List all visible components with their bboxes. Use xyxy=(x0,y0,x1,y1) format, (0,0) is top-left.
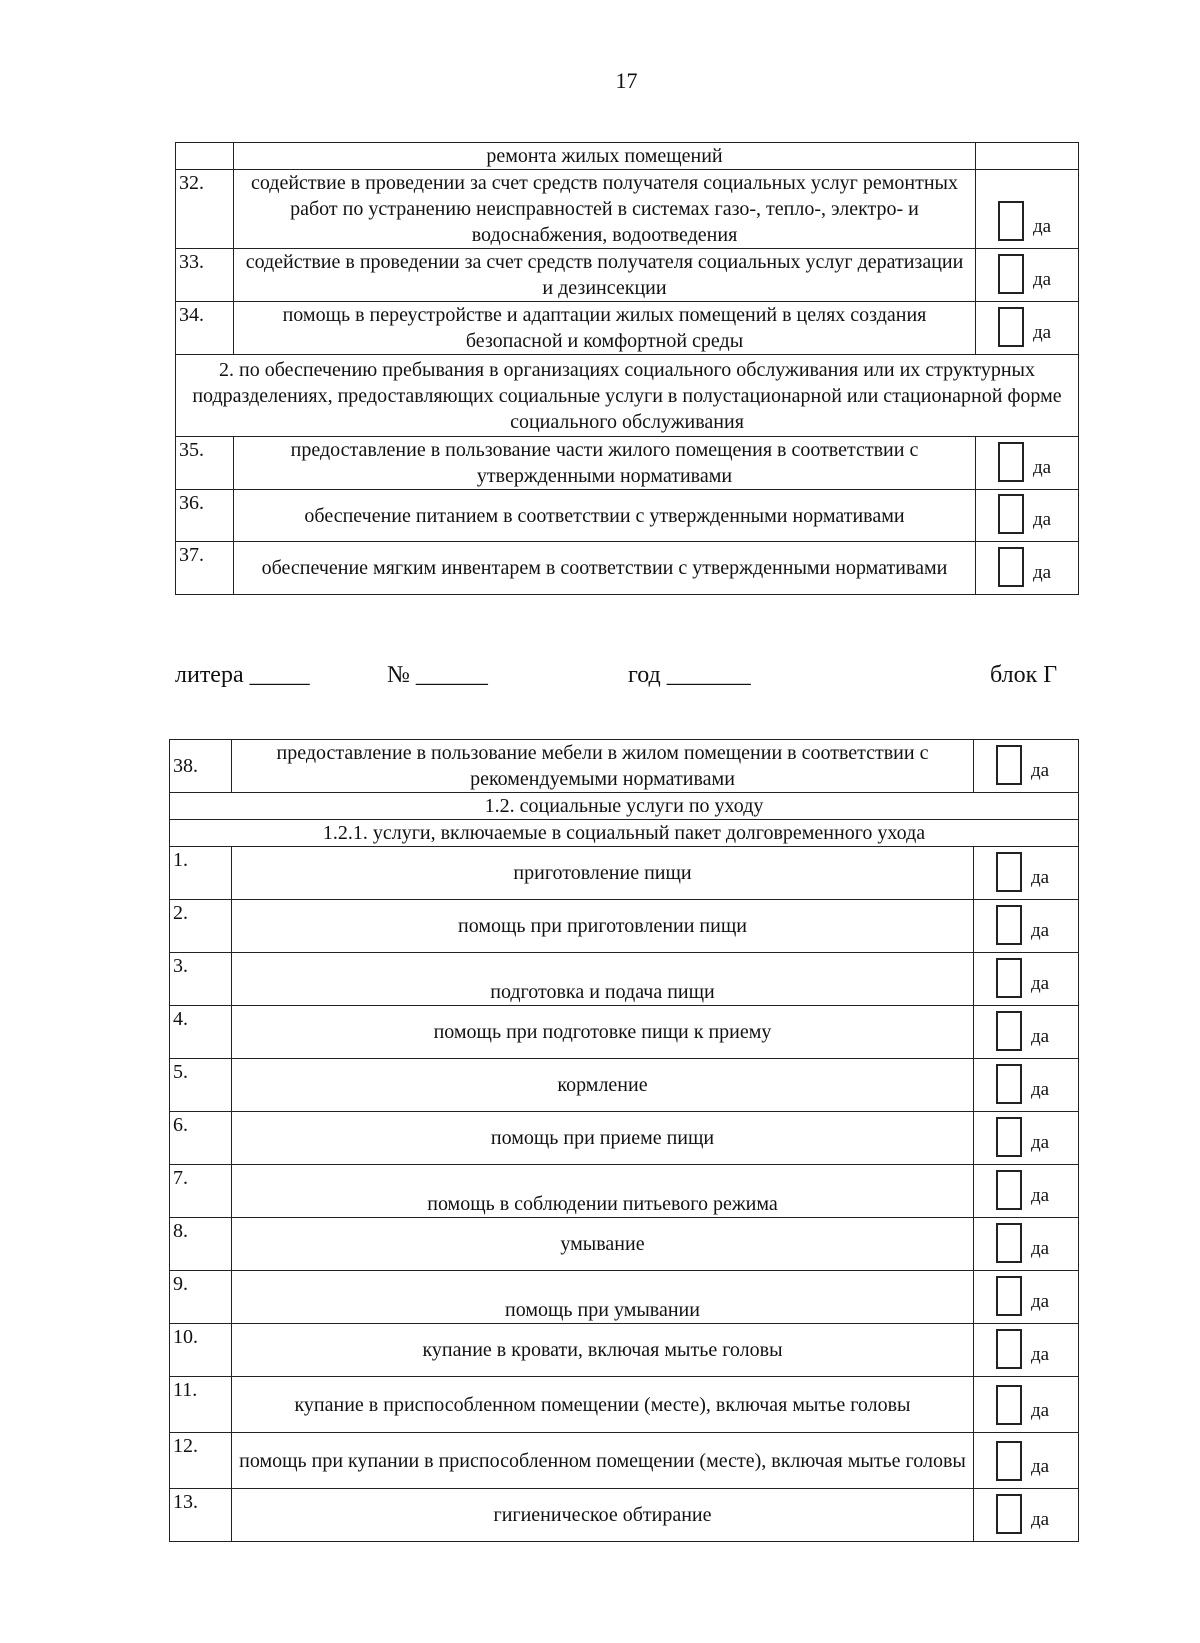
service-description: помощь при купании в приспособленном помещении (месте), включая мытье головы xyxy=(232,1433,974,1489)
row-number: 35. xyxy=(176,437,234,490)
yes-label: да xyxy=(1033,457,1052,478)
answer-cell xyxy=(974,1165,1079,1218)
row-number: 9. xyxy=(170,1271,232,1324)
yes-label: да xyxy=(1033,509,1052,530)
yes-label: да xyxy=(1031,1079,1050,1100)
answer-cell xyxy=(976,490,1079,542)
service-description: помощь при умывании xyxy=(232,1271,974,1324)
yes-label: да xyxy=(1031,1238,1050,1259)
checkbox[interactable] xyxy=(996,1064,1022,1104)
answer-cell xyxy=(974,1324,1079,1377)
section-heading: 2. по обеспечению пребывания в организациях социального обслуживания или их структурных подразделениях, предоставляющих социальные услуги в полустационарной или стационарной форме социального обслуживания xyxy=(176,355,1079,437)
table-row xyxy=(170,1377,1079,1433)
yes-label: да xyxy=(1031,760,1050,781)
continued-text: ремонта жилых помещений xyxy=(234,143,976,170)
table-row xyxy=(176,170,1079,249)
checkbox[interactable] xyxy=(996,745,1022,785)
row-number: 34. xyxy=(176,302,234,355)
year-field[interactable]: год _______ xyxy=(628,662,751,688)
table-row xyxy=(170,953,1079,1006)
checkbox[interactable] xyxy=(996,905,1022,945)
row-number: 7. xyxy=(170,1165,232,1218)
section-row xyxy=(170,820,1079,847)
row-number: 3. xyxy=(170,953,232,1006)
table-row xyxy=(176,249,1079,302)
answer-cell xyxy=(974,1059,1079,1112)
row-number: 2. xyxy=(170,900,232,953)
service-description: умывание xyxy=(232,1218,974,1271)
section-row xyxy=(176,355,1079,437)
checkbox[interactable] xyxy=(996,852,1022,892)
yes-label: да xyxy=(1031,1456,1050,1477)
num-cell xyxy=(176,143,234,170)
table-row xyxy=(170,1059,1079,1112)
answer-cell xyxy=(974,740,1079,793)
answer-cell xyxy=(974,1271,1079,1324)
row-number: 5. xyxy=(170,1059,232,1112)
table-row xyxy=(170,1489,1079,1542)
row-number: 13. xyxy=(170,1489,232,1542)
yes-label: да xyxy=(1033,216,1052,237)
checkbox[interactable] xyxy=(998,547,1024,587)
answer-cell xyxy=(974,847,1079,900)
service-description: помощь при приеме пищи xyxy=(232,1112,974,1165)
table-row xyxy=(176,490,1079,542)
answer-cell xyxy=(976,302,1079,355)
checkbox[interactable] xyxy=(996,958,1022,998)
service-description: помощь при подготовке пищи к приему xyxy=(232,1006,974,1059)
table-row xyxy=(170,740,1079,793)
answer-cell xyxy=(974,900,1079,953)
service-description: купание в приспособленном помещении (месте), включая мытье головы xyxy=(232,1377,974,1433)
service-description: содействие в проведении за счет средств получателя социальных услуг дератизации и дезинсекции xyxy=(234,249,976,302)
table-row xyxy=(170,900,1079,953)
yes-label: да xyxy=(1033,269,1052,290)
answer-cell xyxy=(974,1218,1079,1271)
answer-cell xyxy=(974,1006,1079,1059)
yes-label: да xyxy=(1033,562,1052,583)
service-description: гигиеническое обтирание xyxy=(232,1489,974,1542)
service-description: купание в кровати, включая мытье головы xyxy=(232,1324,974,1377)
answer-cell xyxy=(974,953,1079,1006)
checkbox[interactable] xyxy=(996,1223,1022,1263)
checkbox[interactable] xyxy=(998,494,1024,534)
subsection-heading: 1.2.1. услуги, включаемые в социальный пакет долговременного ухода xyxy=(170,820,1079,847)
service-description: содействие в проведении за счет средств получателя социальных услуг ремонтных работ по устранению неисправностей в системах газо-, тепло-, электро- и водоснабжения, водоотведения xyxy=(234,170,976,249)
table-row xyxy=(170,1324,1079,1377)
answer-cell xyxy=(976,437,1079,490)
answer-cell xyxy=(974,1377,1079,1433)
row-number: 4. xyxy=(170,1006,232,1059)
answer-cell xyxy=(976,542,1079,595)
checkbox[interactable] xyxy=(996,1329,1022,1369)
page-number: 17 xyxy=(615,68,638,93)
answer-cell xyxy=(976,170,1079,249)
number-field[interactable]: № ______ xyxy=(387,662,488,688)
checkbox[interactable] xyxy=(996,1494,1022,1534)
services-table-2 xyxy=(169,739,1079,1542)
yes-label: да xyxy=(1033,322,1052,343)
table-row xyxy=(170,1006,1079,1059)
table-row xyxy=(170,1218,1079,1271)
answer-cell xyxy=(974,1112,1079,1165)
form-meta-line xyxy=(0,662,1200,702)
row-number: 32. xyxy=(176,170,234,249)
service-description: предоставление в пользование части жилого помещения в соответствии с утвержденными нормативами xyxy=(234,437,976,490)
checkbox[interactable] xyxy=(996,1441,1022,1481)
answer-cell xyxy=(974,1433,1079,1489)
table-row xyxy=(176,542,1079,595)
answer-cell xyxy=(976,249,1079,302)
table-row xyxy=(176,302,1079,355)
service-description: помощь в соблюдении питьевого режима xyxy=(232,1165,974,1218)
row-number: 12. xyxy=(170,1433,232,1489)
row-number: 1. xyxy=(170,847,232,900)
litera-field[interactable]: литера _____ xyxy=(175,662,310,688)
row-number: 37. xyxy=(176,542,234,595)
table-row xyxy=(176,437,1079,490)
service-description: обеспечение питанием в соответствии с утвержденными нормативами xyxy=(234,490,976,542)
table-row-continued xyxy=(176,143,1079,170)
yes-label: да xyxy=(1031,1291,1050,1312)
table-row xyxy=(170,1165,1079,1218)
checkbox[interactable] xyxy=(996,1011,1022,1051)
row-number: 11. xyxy=(170,1377,232,1433)
row-number: 8. xyxy=(170,1218,232,1271)
checkbox[interactable] xyxy=(998,442,1024,482)
service-description: кормление xyxy=(232,1059,974,1112)
service-description: подготовка и подача пищи xyxy=(232,953,974,1006)
table-row xyxy=(170,1433,1079,1489)
block-label: блок Г xyxy=(990,662,1058,688)
checkbox[interactable] xyxy=(998,307,1024,347)
yes-label: да xyxy=(1031,867,1050,888)
checkbox[interactable] xyxy=(996,1170,1022,1210)
checkbox[interactable] xyxy=(998,254,1024,294)
yes-label: да xyxy=(1031,973,1050,994)
service-description: обеспечение мягким инвентарем в соответствии с утвержденными нормативами xyxy=(234,542,976,595)
yes-label: да xyxy=(1031,920,1050,941)
row-number: 10. xyxy=(170,1324,232,1377)
yes-label: да xyxy=(1031,1185,1050,1206)
table-row xyxy=(170,847,1079,900)
table-row xyxy=(170,1112,1079,1165)
service-description: помощь при приготовлении пищи xyxy=(232,900,974,953)
service-description: приготовление пищи xyxy=(232,847,974,900)
service-description: предоставление в пользование мебели в жилом помещении в соответствии с рекомендуемыми нормативами xyxy=(232,740,974,793)
checkbox[interactable] xyxy=(996,1385,1022,1425)
services-table-1 xyxy=(175,142,1079,595)
checkbox[interactable] xyxy=(996,1117,1022,1157)
yes-label: да xyxy=(1031,1026,1050,1047)
checkbox[interactable] xyxy=(996,1276,1022,1316)
answer-cell xyxy=(976,143,1079,170)
checkbox[interactable] xyxy=(998,201,1024,241)
row-number: 6. xyxy=(170,1112,232,1165)
row-number: 33. xyxy=(176,249,234,302)
row-number: 38. xyxy=(170,740,232,793)
yes-label: да xyxy=(1031,1344,1050,1365)
section-row xyxy=(170,793,1079,820)
service-description: помощь в переустройстве и адаптации жилых помещений в целях создания безопасной и комфортной среды xyxy=(234,302,976,355)
table-row xyxy=(170,1271,1079,1324)
yes-label: да xyxy=(1031,1509,1050,1530)
yes-label: да xyxy=(1031,1132,1050,1153)
row-number: 36. xyxy=(176,490,234,542)
section-heading: 1.2. социальные услуги по уходу xyxy=(170,793,1079,820)
yes-label: да xyxy=(1031,1400,1050,1421)
answer-cell xyxy=(974,1489,1079,1542)
